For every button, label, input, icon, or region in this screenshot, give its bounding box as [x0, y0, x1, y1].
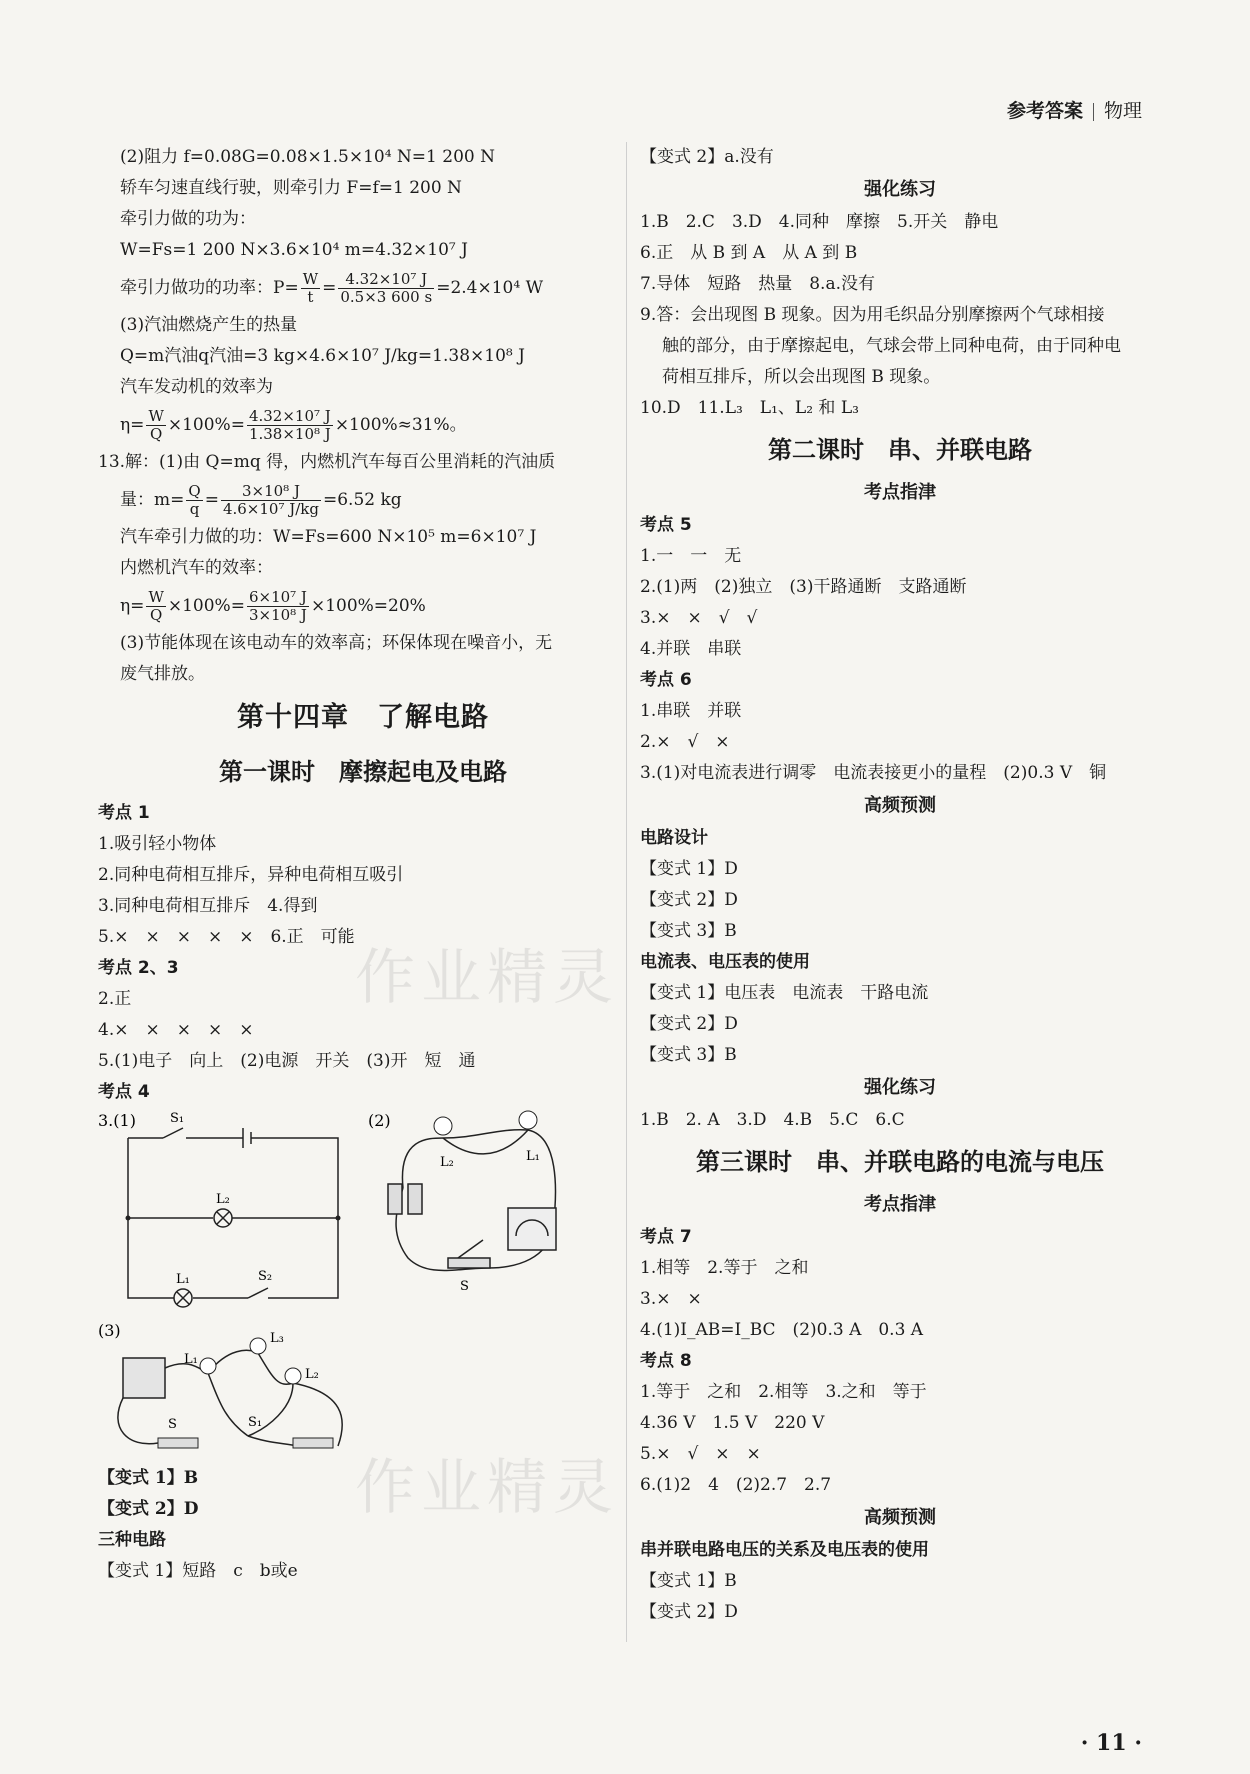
formula-text: =2.4×10⁴ W	[436, 278, 544, 298]
junction-dot	[126, 1216, 131, 1221]
junction-dot	[336, 1216, 341, 1221]
answer-line: 1.一 一 无	[640, 546, 742, 566]
answer-line: 6.正 从 B 到 A 从 A 到 B	[640, 243, 858, 263]
switch-icon	[158, 1438, 198, 1448]
chapter-title: 第十四章 了解电路	[237, 702, 489, 733]
denominator: 0.5×3 600 s	[340, 288, 433, 306]
physical-circuit-3	[98, 1318, 628, 1463]
answer-line: 9.答：会出现图 B 现象。因为用毛织品分别摩擦两个气球相接	[640, 305, 1105, 325]
answer-line: 【变式 3】B	[640, 1045, 737, 1065]
kaodian-heading: 考点 4	[98, 1082, 150, 1102]
right-column	[640, 142, 1160, 1628]
fraction	[301, 271, 320, 306]
lesson-title: 第一课时 摩擦起电及电路	[219, 758, 507, 786]
answer-line: 4.(1)I_AB=I_BC (2)0.3 A 0.3 A	[640, 1320, 924, 1340]
answer-line: 3.(1)对电流表进行调零 电流表接更小的量程 (2)0.3 V 铜	[640, 763, 1107, 783]
answer-line: (3)汽油燃烧产生的热量	[120, 315, 298, 335]
fraction	[338, 271, 434, 306]
answer-line: Q=m汽油q汽油=3 kg×4.6×10⁷ J/kg=1.38×10⁸ J	[120, 346, 525, 366]
kaodian-heading: 考点 1	[98, 803, 150, 823]
answer-line: 3.× ×	[640, 1289, 702, 1309]
label-l1: L₁	[176, 1272, 190, 1287]
page-header	[1007, 96, 1142, 123]
denominator: 4.6×10⁷ J/kg	[222, 500, 319, 518]
section-heading: 强化练习	[864, 1077, 936, 1098]
efficiency-formula	[98, 403, 628, 447]
diagram-label: 3.(1)	[98, 1111, 136, 1130]
formula-text: ×100%=	[167, 415, 245, 435]
answer-line: W=Fs=1 200 N×3.6×10⁴ m=4.32×10⁷ J	[120, 240, 468, 260]
answer-line: 2.同种电荷相互排斥，异种电荷相互吸引	[98, 865, 404, 885]
answer-line: 【变式 2】D	[640, 890, 738, 910]
diagram-label: (3)	[98, 1321, 121, 1340]
left-column	[98, 142, 628, 1587]
kaodian-heading: 考点 6	[640, 670, 692, 690]
subsection-heading: 三种电路	[98, 1530, 166, 1550]
label-l3: L₃	[270, 1331, 284, 1346]
label-s: S	[460, 1279, 469, 1294]
answer-line: 4.并联 串联	[640, 639, 742, 659]
watermark-1: 作业精灵	[355, 943, 619, 1013]
answer-line: 【变式 2】D	[98, 1499, 199, 1519]
answer-line: 废气排放。	[120, 664, 205, 684]
answer-line: 3.同种电荷相互排斥 4.得到	[98, 896, 318, 916]
answer-line: 10.D 11.L₃ L₁、L₂ 和 L₃	[640, 398, 859, 418]
label-l1: L₁	[184, 1352, 198, 1367]
label-l1: L₁	[526, 1149, 540, 1164]
fraction	[146, 408, 165, 443]
answer-line: 6.(1)2 4 (2)2.7 2.7	[640, 1475, 832, 1495]
answer-line: 4.× × × × ×	[98, 1020, 254, 1040]
kaodian-heading: 考点 7	[640, 1227, 692, 1247]
answer-line: 轿车匀速直线行驶，则牵引力 F=f=1 200 N	[120, 178, 462, 198]
circuit-diagrams	[98, 1108, 628, 1318]
formula-text: η=	[120, 596, 145, 616]
answer-line: 牵引力做的功为：	[120, 209, 256, 229]
formula-text: =	[204, 490, 219, 510]
answer-line: 3.× × √ √	[640, 608, 758, 628]
fraction	[186, 483, 202, 518]
answer-line: 2.正	[98, 989, 132, 1009]
bulb-icon	[434, 1117, 452, 1135]
numerator: 6×10⁷ J	[248, 588, 307, 606]
watermark-2: 作业精灵	[355, 1453, 619, 1523]
label-l2: L₂	[305, 1367, 319, 1382]
numerator: 3×10⁸ J	[221, 483, 321, 501]
header-title: 参考答案	[1006, 100, 1083, 122]
bulb-icon	[250, 1338, 266, 1354]
label-s: S	[168, 1417, 177, 1432]
answer-line: 1.等于 之和 2.相等 3.之和 等于	[640, 1382, 927, 1402]
subsection-heading: 串并联电路电压的关系及电压表的使用	[640, 1540, 929, 1560]
answer-line: 7.导体 短路 热量 8.a.没有	[640, 274, 875, 294]
answer-line: 5.× × × × × 6.正 可能	[98, 927, 355, 947]
header-divider	[1093, 103, 1094, 121]
answer-line: 汽车牵引力做的功：W=Fs=600 N×10⁵ m=6×10⁷ J	[120, 527, 537, 547]
subsection-heading: 电流表、电压表的使用	[640, 952, 810, 972]
answer-line: 2.× √ ×	[640, 732, 730, 752]
diagram-label: (2)	[368, 1111, 391, 1130]
circuit-diagram-1-2	[98, 1108, 628, 1318]
answer-line: 【变式 1】电压表 电流表 干路电流	[640, 983, 929, 1003]
answer-line: 4.36 V 1.5 V 220 V	[640, 1413, 825, 1433]
section-heading: 考点指津	[864, 1194, 936, 1215]
answer-line: 【变式 3】B	[640, 921, 737, 941]
answer-line: 【变式 1】B	[640, 1571, 737, 1591]
denominator: 1.38×10⁸ J	[248, 425, 331, 443]
numerator: W	[148, 407, 164, 425]
denominator: Q	[149, 425, 163, 443]
subsection-heading: 电路设计	[640, 828, 708, 848]
fraction	[221, 483, 321, 518]
schematic-circuit	[128, 1128, 338, 1307]
numerator: 4.32×10⁷ J	[248, 407, 331, 425]
answer-line: 1.B 2.C 3.D 4.同种 摩擦 5.开关 静电	[640, 212, 999, 232]
answer-line: 【变式 2】D	[640, 1014, 738, 1034]
fraction	[247, 408, 333, 443]
answer-line: 内燃机汽车的效率：	[120, 558, 273, 578]
formula-text: ×100%=20%	[310, 596, 426, 616]
numerator: 4.32×10⁷ J	[338, 271, 434, 289]
formula-text: η=	[120, 415, 145, 435]
efficiency-formula-2	[98, 584, 628, 628]
denominator: Q	[149, 606, 163, 624]
formula-text: ×100%=	[167, 596, 245, 616]
answer-line: 1.串联 并联	[640, 701, 742, 721]
kaodian-heading: 考点 2、3	[98, 958, 179, 978]
answer-line: 【变式 1】短路 c b或e	[98, 1561, 298, 1581]
lesson-title: 第三课时 串、并联电路的电流与电压	[696, 1148, 1104, 1176]
formula-text: =	[322, 278, 337, 298]
mass-formula	[98, 478, 628, 522]
bulb-icon	[285, 1368, 301, 1384]
answer-line: 【变式 1】B	[98, 1468, 199, 1488]
header-subject: 物理	[1103, 100, 1142, 122]
answer-line: 1.吸引轻小物体	[98, 834, 217, 854]
answer-line: 1.B 2. A 3.D 4.B 5.C 6.C	[640, 1110, 905, 1130]
formula-text: 牵引力做功的功率：P=	[120, 278, 299, 298]
fraction	[146, 589, 165, 624]
answer-line: 荷相互排斥，所以会出现图 B 现象。	[662, 367, 941, 387]
answer-line: 触的部分，由于摩擦起电，气球会带上同种电荷，由于同种电	[662, 336, 1121, 356]
denominator: q	[189, 500, 200, 518]
answer-line: (2)阻力 f=0.08G=0.08×1.5×10⁴ N=1 200 N	[120, 147, 495, 167]
bulb-icon	[200, 1358, 216, 1374]
bulb-icon	[519, 1111, 537, 1129]
kaodian-heading: 考点 5	[640, 515, 692, 535]
numerator: W	[302, 270, 319, 288]
answer-line: 1.相等 2.等于 之和	[640, 1258, 809, 1278]
circuit-diagram-3	[98, 1318, 628, 1463]
denominator: 3×10⁸ J	[248, 606, 307, 624]
answer-line: 汽车发动机的效率为	[120, 377, 273, 397]
wires	[118, 1350, 342, 1446]
answer-line: 【变式 1】D	[640, 859, 738, 879]
denominator: t	[307, 288, 314, 306]
section-heading: 考点指津	[864, 482, 936, 503]
answer-line: 2.(1)两 (2)独立 (3)干路通断 支路通断	[640, 577, 967, 597]
formula-text: ×100%≈31%。	[334, 415, 467, 435]
switch-icon	[293, 1438, 333, 1448]
answer-line: 5.× √ × ×	[640, 1444, 761, 1464]
section-heading: 强化练习	[864, 179, 936, 200]
numerator: W	[148, 588, 164, 606]
lesson-title: 第二课时 串、并联电路	[768, 436, 1032, 464]
answer-line: 【变式 2】D	[640, 1602, 738, 1622]
label-s1: S₁	[248, 1415, 263, 1430]
label-s1: S₁	[170, 1111, 185, 1126]
page-number: · 11 ·	[1080, 1730, 1142, 1756]
answer-line: 13.解：(1)由 Q=mq 得，内燃机汽车每百公里消耗的汽油质	[98, 452, 556, 472]
fraction	[247, 589, 309, 624]
section-heading: 高频预测	[864, 1507, 936, 1528]
answer-line: (3)节能体现在该电动车的效率高；环保体现在噪音小，无	[120, 633, 553, 653]
formula-text: 量：m=	[120, 490, 185, 510]
answer-line: 5.(1)电子 向上 (2)电源 开关 (3)开 短 通	[98, 1051, 476, 1071]
answer-line: 【变式 2】a.没有	[640, 147, 774, 167]
numerator: Q	[188, 482, 201, 500]
power-formula	[98, 266, 628, 310]
label-l2: L₂	[216, 1192, 230, 1207]
formula-text: =6.52 kg	[323, 490, 402, 510]
label-l2: L₂	[440, 1155, 454, 1170]
kaodian-heading: 考点 8	[640, 1351, 692, 1371]
label-s2: S₂	[258, 1269, 273, 1284]
section-heading: 高频预测	[864, 795, 936, 816]
